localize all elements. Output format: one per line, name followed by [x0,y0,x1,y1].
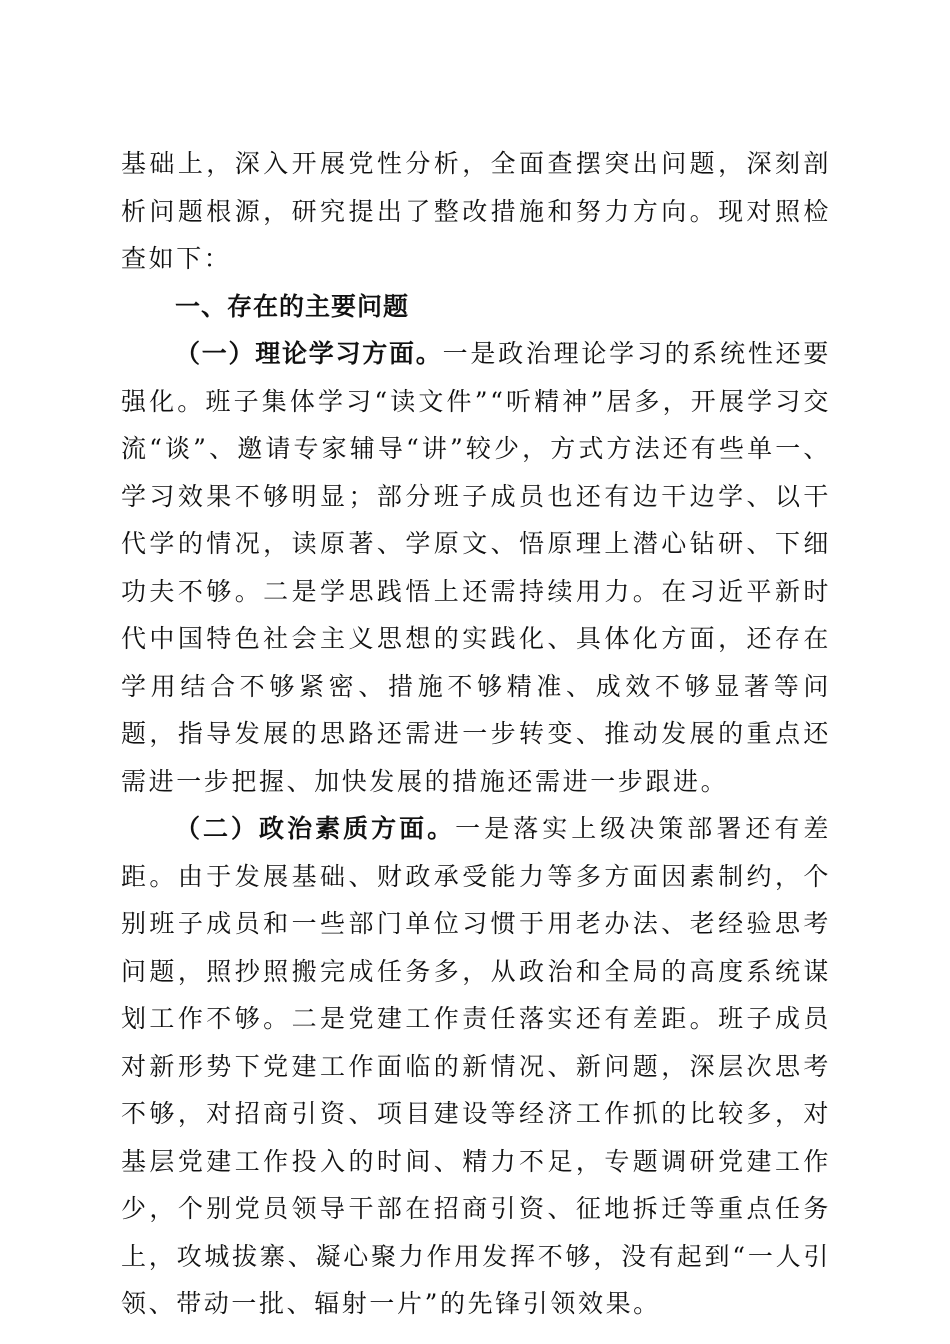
section-heading: 一、存在的主要问题 [175,291,410,321]
section-2-lead: （二）政治素质方面。 [175,814,456,843]
section-2-body: 一是落实上级决策部署还有差距。由于发展基础、财政承受能力等多方面因素制约，个别班子成员和一些部门单位习惯于用老办法、老经验思考问题，照抄照搬完成任务多，从政治和全局的高度系统谋划工作不够。二是党建工作责任落实还有差距。班子成员对新形势下党建工作面临的新情况、新问题，深层次思考不够，对招商引资、项目建设等经济工作抓的比较多，对基层党建工作投入的时间、精力不足，专题调研党建工作少，个别党员领导干部在招商引资、征地拆迁等重点任务上，攻城拔寨、凝心聚力作用发挥不够，没有起到“一人引领、带动一批、辐射一片”的先锋引领效果。 [121,814,831,1318]
document-body [121,140,831,1328]
section-1-body: 一是政治理论学习的系统性还要强化。班子集体学习“读文件”“听精神”居多，开展学习交流“谈”、邀请专家辅导“讲”较少，方式方法还有些单一、学习效果不够明显；部分班子成员也还有边干边学、以干代学的情况，读原著、学原文、悟原理上潜心钻研、下细功夫不够。二是学思践悟上还需持续用力。在习近平新时代中国特色社会主义思想的实践化、具体化方面，还存在学用结合不够紧密、措施不够精准、成效不够显著等问题，指导发展的思路还需进一步转变、推动发展的重点还需进一步把握、加快发展的措施还需进一步跟进。 [121,339,831,796]
section-1-lead: （一）理论学习方面。 [175,339,443,368]
section-1-paragraph [121,330,831,805]
section-2-paragraph [121,805,831,1328]
intro-paragraph: 基础上，深入开展党性分析，全面查摆突出问题，深刻剖析问题根源，研究提出了整改措施和努力方向。现对照检查如下： [121,149,831,273]
